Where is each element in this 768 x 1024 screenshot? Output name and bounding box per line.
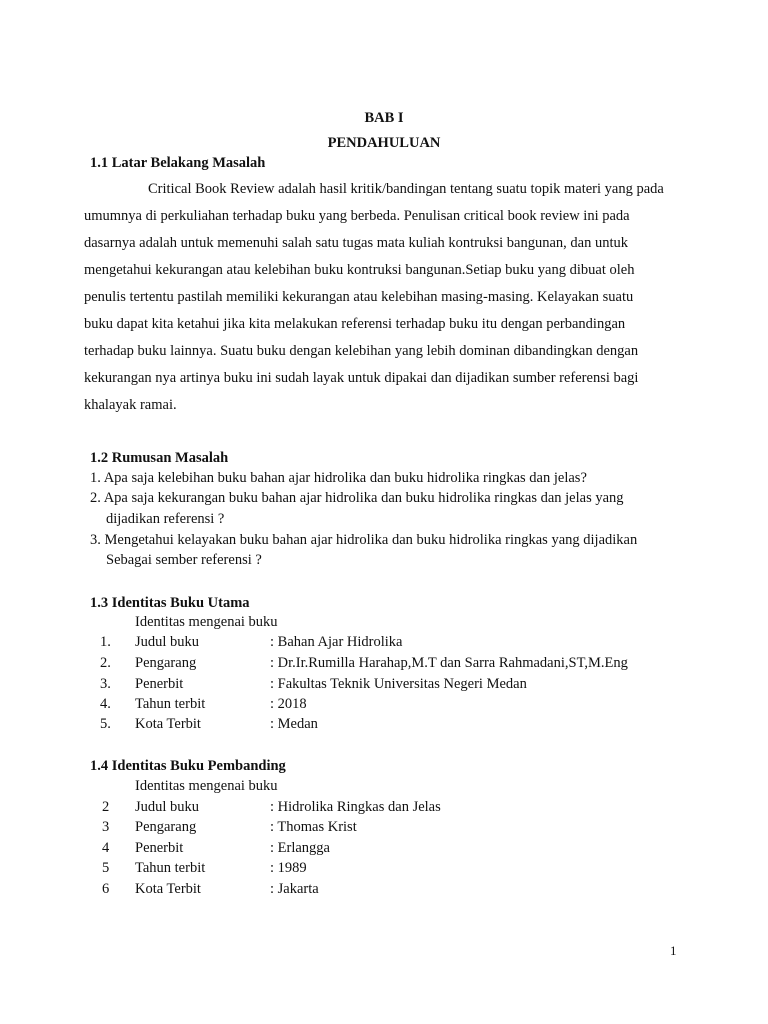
paragraph-line: khalayak ramai. [84,397,177,413]
identitas-value: : Thomas Krist [270,819,357,835]
identitas-value: : Medan [270,716,318,732]
section-heading-identitas-buku-utama: 1.3 Identitas Buku Utama [90,595,250,611]
identitas-label: Judul buku [135,799,200,815]
identitas-label: Penerbit [135,676,184,692]
paragraph-line: buku dapat kita ketahui jika kita melakukan referensi terhadap buku itu dengan perbandingan [84,316,626,332]
paragraph-line: umumnya di perkuliahan terhadap buku yang berbeda. Penulisan critical book review ini pada [84,208,630,224]
identitas-label: Kota Terbit [135,881,201,897]
identitas-number: 4 [102,840,110,856]
identitas-label: Judul buku [135,634,200,650]
identitas-value: : Fakultas Teknik Universitas Negeri Medan [270,676,527,692]
identitas-number: 2 [102,799,110,815]
section-heading-rumusan-masalah: 1.2 Rumusan Masalah [90,450,229,466]
identitas-label: Tahun terbit [135,860,206,876]
identitas-value: : 2018 [270,696,307,712]
identitas-intro: Identitas mengenai buku [135,614,278,630]
paragraph-line: mengetahui kekurangan atau kelebihan buku kontruksi bangunan.Setiap buku yang dibuat oleh [84,262,635,278]
page-number: 1 [670,943,677,958]
identitas-number: 4. [100,696,111,712]
identitas-number: 5. [100,716,111,732]
paragraph-line: terhadap buku lainnya. Suatu buku dengan kelebihan yang lebih dominan dibandingkan dengan [84,343,639,359]
paragraph-line: penulis tertentu pastilah memiliki kekurangan atau kelebihan masing-masing. Kelayakan suatu [84,289,634,305]
identitas-number: 3 [102,819,110,835]
paragraph-line: Critical Book Review adalah hasil kritik/bandingan tentang suatu topik materi yang pada [148,181,664,197]
rumusan-item-continued: dijadikan referensi ? [106,511,225,527]
identitas-label: Tahun terbit [135,696,206,712]
rumusan-item: 2. Apa saja kekurangan buku bahan ajar hidrolika dan buku hidrolika ringkas dan jelas yang [90,490,624,506]
identitas-number: 1. [100,634,111,650]
identitas-label: Kota Terbit [135,716,201,732]
identitas-number: 5 [102,860,110,876]
identitas-label: Pengarang [135,819,197,835]
identitas-value: : Jakarta [270,881,319,897]
identitas-value: : 1989 [270,860,307,876]
rumusan-item: 1. Apa saja kelebihan buku bahan ajar hidrolika dan buku hidrolika ringkas dan jelas? [90,470,587,486]
identitas-value: : Hidrolika Ringkas dan Jelas [270,799,441,815]
section-heading-latar-belakang: 1.1 Latar Belakang Masalah [90,155,266,171]
paragraph-line: kekurangan nya artinya buku ini sudah layak untuk dipakai dan dijadikan sumber referensi bagi [84,370,639,386]
section-heading-identitas-buku-pembanding: 1.4 Identitas Buku Pembanding [90,758,286,774]
identitas-value: : Erlangga [270,840,330,856]
chapter-title: PENDAHULUAN [327,135,441,151]
rumusan-item: 3. Mengetahui kelayakan buku bahan ajar hidrolika dan buku hidrolika ringkas yang dijadikan [90,532,638,548]
identitas-value: : Dr.Ir.Rumilla Harahap,M.T dan Sarra Rahmadani,ST,M.Eng [270,655,628,671]
chapter-number: BAB I [364,110,404,126]
paragraph-line: dasarnya adalah untuk memenuhi salah satu tugas mata kuliah kontruksi bangunan, dan untuk [84,235,629,251]
identitas-number: 2. [100,655,111,671]
rumusan-item-continued: Sebagai sember referensi ? [106,552,262,568]
identitas-label: Penerbit [135,840,184,856]
identitas-number: 3. [100,676,111,692]
identitas-number: 6 [102,881,110,897]
identitas-intro: Identitas mengenai buku [135,778,278,794]
identitas-value: : Bahan Ajar Hidrolika [270,634,403,650]
identitas-label: Pengarang [135,655,197,671]
